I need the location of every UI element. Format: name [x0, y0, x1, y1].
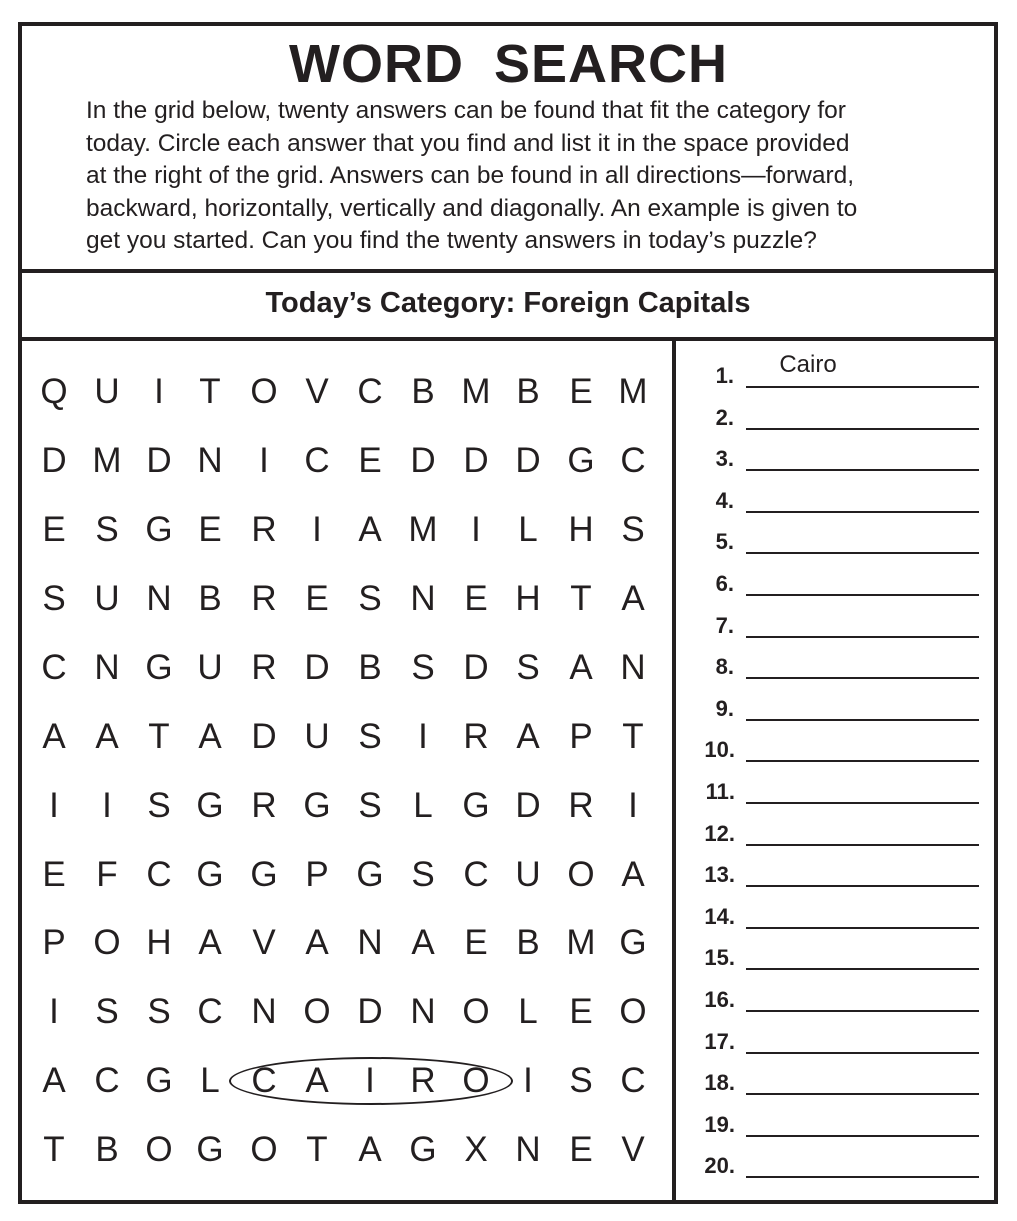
grid-letter[interactable]: D [515, 786, 541, 825]
grid-letter[interactable]: P [305, 855, 329, 894]
answer-line[interactable] [746, 552, 979, 554]
grid-letter[interactable]: S [569, 1061, 593, 1100]
grid-letter[interactable]: G [462, 786, 490, 825]
grid-letter[interactable]: T [622, 717, 644, 756]
grid-letter[interactable]: D [146, 441, 172, 480]
answer-line[interactable] [746, 1010, 979, 1012]
grid-letter[interactable]: O [462, 1061, 490, 1100]
grid-letter[interactable]: P [42, 923, 66, 962]
grid-letter[interactable]: D [410, 441, 436, 480]
instructions-line: today. Circle each answer that you find and list it in the space provided [86, 129, 850, 157]
answer-number: 15. [704, 945, 735, 971]
grid-letter[interactable]: R [251, 786, 277, 825]
grid-letter[interactable]: I [471, 510, 481, 549]
grid-letter[interactable]: A [569, 648, 593, 687]
grid-letter[interactable]: S [95, 992, 119, 1031]
grid-letter[interactable]: N [620, 648, 646, 687]
grid-letter[interactable]: S [147, 992, 171, 1031]
grid-letter[interactable]: A [42, 1061, 66, 1100]
grid-letter[interactable]: U [94, 372, 120, 411]
answer-number: 19. [704, 1111, 735, 1137]
grid-letter[interactable]: O [567, 855, 595, 894]
grid-letter[interactable]: S [358, 717, 382, 756]
grid-letter[interactable]: G [303, 786, 331, 825]
grid-letter[interactable]: I [154, 372, 164, 411]
grid-letter[interactable]: G [196, 786, 224, 825]
answer-number: 18. [704, 1070, 735, 1096]
grid-letter[interactable]: V [621, 1130, 645, 1169]
answer-number: 17. [704, 1028, 735, 1054]
grid-letter[interactable]: B [95, 1130, 119, 1169]
answer-number: 7. [715, 612, 734, 638]
grid-letter[interactable]: L [518, 992, 538, 1031]
grid-letter[interactable]: R [410, 1061, 436, 1100]
grid-letter[interactable]: S [42, 579, 66, 618]
grid-letter[interactable]: R [251, 648, 277, 687]
grid-letter[interactable]: D [357, 992, 383, 1031]
grid-letter[interactable]: A [621, 579, 645, 618]
grid-letter[interactable]: B [411, 372, 435, 411]
grid-letter[interactable]: O [619, 992, 647, 1031]
grid-letter[interactable]: E [464, 579, 488, 618]
instructions-line: In the grid below, twenty answers can be found that fit the category for [86, 97, 846, 124]
category-heading: Today’s Category: Foreign Capitals [265, 287, 751, 319]
answer-line[interactable] [746, 677, 979, 679]
grid-letter[interactable]: Q [40, 372, 68, 411]
grid-letter[interactable]: E [569, 1130, 593, 1169]
answer-number: 1. [715, 363, 734, 388]
grid-letter[interactable]: A [95, 717, 119, 756]
grid-letter[interactable]: A [305, 923, 329, 962]
grid-letter[interactable]: T [306, 1130, 328, 1169]
grid-letter[interactable]: S [358, 579, 382, 618]
answer-line[interactable] [746, 1093, 979, 1095]
grid-letter[interactable]: E [42, 855, 66, 894]
grid-letter[interactable]: T [43, 1130, 65, 1169]
grid-letter[interactable]: E [464, 923, 488, 962]
answer-line[interactable] [746, 469, 979, 471]
instructions-line: backward, horizontally, vertically and diagonally. An example is given to [86, 194, 858, 222]
grid-letter[interactable]: O [250, 1130, 278, 1169]
grid-letter[interactable]: N [251, 992, 277, 1031]
answer-number: 4. [715, 487, 734, 513]
answer-number: 13. [704, 862, 735, 888]
grid-letter[interactable]: A [358, 1130, 382, 1169]
answer-number: 8. [715, 654, 734, 680]
grid-letter[interactable]: I [259, 441, 269, 480]
grid-letter[interactable]: S [411, 648, 435, 687]
answer-line[interactable] [746, 760, 979, 762]
grid-letter[interactable]: A [358, 510, 382, 549]
grid-letter[interactable]: B [358, 648, 382, 687]
grid-letter[interactable]: C [620, 441, 646, 480]
grid-letter[interactable]: R [251, 579, 277, 618]
answer-number: 2. [715, 404, 734, 430]
grid-letter[interactable]: S [95, 510, 119, 549]
grid-letter[interactable]: M [618, 372, 648, 411]
answer-line[interactable] [746, 1052, 979, 1054]
grid-letter[interactable]: N [410, 992, 436, 1031]
grid-letter[interactable]: D [251, 717, 277, 756]
grid-letter[interactable]: O [250, 372, 278, 411]
grid-letter[interactable]: N [515, 1130, 541, 1169]
grid-letter[interactable]: C [146, 855, 172, 894]
grid-letter[interactable]: O [303, 992, 331, 1031]
grid-letter[interactable]: M [408, 510, 438, 549]
answer-number: 16. [704, 987, 735, 1012]
grid-letter[interactable]: S [411, 855, 435, 894]
answer-line[interactable] [746, 428, 979, 430]
column-divider [672, 337, 676, 1204]
grid-letter[interactable]: M [566, 923, 596, 962]
grid-letter[interactable]: B [198, 579, 222, 618]
grid-letter[interactable]: G [145, 1061, 173, 1100]
grid-letter[interactable]: D [515, 441, 541, 480]
answer-line[interactable] [746, 386, 979, 388]
grid-letter[interactable]: N [357, 923, 383, 962]
grid-letter[interactable]: E [198, 510, 222, 549]
answer-number: 20. [704, 1153, 735, 1179]
grid-letter[interactable]: A [411, 923, 435, 962]
answer-line[interactable] [746, 885, 979, 887]
grid-letter[interactable]: G [196, 855, 224, 894]
answer-number: 6. [715, 571, 734, 596]
grid-letter[interactable]: H [515, 579, 541, 618]
grid-letter[interactable]: I [49, 786, 59, 825]
grid-letter[interactable]: G [409, 1130, 437, 1169]
grid-letter[interactable]: G [145, 510, 173, 549]
grid-letter[interactable]: N [146, 579, 172, 618]
grid-letter[interactable]: A [305, 1061, 329, 1100]
answer-line[interactable] [746, 1176, 979, 1178]
grid-letter[interactable]: T [199, 372, 221, 411]
answer-line[interactable] [746, 844, 979, 846]
grid-letter[interactable]: C [41, 648, 67, 687]
grid-letter[interactable]: C [304, 441, 330, 480]
answer-text: Cairo [779, 351, 837, 378]
grid-letter[interactable]: N [410, 579, 436, 618]
answer-number: 9. [715, 695, 734, 721]
grid-letter[interactable]: I [312, 510, 322, 549]
grid-letter[interactable]: S [516, 648, 540, 687]
grid-letter[interactable]: I [418, 717, 428, 756]
grid-letter[interactable]: U [197, 648, 223, 687]
instructions-line: at the right of the grid. Answers can be found in all directions—forward, [86, 162, 855, 189]
grid-letter[interactable]: L [200, 1061, 220, 1100]
grid-letter[interactable]: U [304, 717, 330, 756]
answer-line[interactable] [746, 511, 979, 513]
grid-letter[interactable]: S [147, 786, 171, 825]
grid-letter[interactable]: E [569, 992, 593, 1031]
grid-letter[interactable]: S [621, 510, 645, 549]
grid-letter[interactable]: A [198, 717, 222, 756]
grid-letter[interactable]: F [96, 855, 118, 894]
grid-letter[interactable]: O [145, 1130, 173, 1169]
grid-letter[interactable]: G [196, 1130, 224, 1169]
grid-letter[interactable]: E [42, 510, 66, 549]
grid-letter[interactable]: T [148, 717, 170, 756]
grid-letter[interactable]: B [516, 923, 540, 962]
grid-letter[interactable]: I [49, 992, 59, 1031]
grid-letter[interactable]: G [145, 648, 173, 687]
grid-letter[interactable]: U [94, 579, 120, 618]
grid-letter[interactable]: D [41, 441, 67, 480]
grid-letter[interactable]: D [463, 648, 489, 687]
grid-letter[interactable]: P [569, 717, 593, 756]
answer-line[interactable] [746, 636, 979, 638]
grid-letter[interactable]: V [305, 372, 329, 411]
grid-letter[interactable]: C [197, 992, 223, 1031]
grid-letter[interactable]: L [518, 510, 538, 549]
grid-letter[interactable]: G [567, 441, 595, 480]
grid-letter[interactable]: N [197, 441, 223, 480]
grid-letter[interactable]: A [42, 717, 66, 756]
grid-letter[interactable]: A [516, 717, 540, 756]
grid-letter[interactable]: T [570, 579, 592, 618]
answer-number: 5. [715, 529, 734, 555]
grid-letter[interactable]: A [621, 855, 645, 894]
answer-number: 3. [715, 446, 734, 472]
grid-letter[interactable]: C [620, 1061, 646, 1100]
grid-letter[interactable]: M [92, 441, 122, 480]
grid-letter[interactable]: C [357, 372, 383, 411]
grid-letter[interactable]: O [462, 992, 490, 1031]
grid-letter[interactable]: C [251, 1061, 277, 1100]
page-title: WORD SEARCH [289, 34, 728, 94]
grid-letter[interactable]: G [250, 855, 278, 894]
example-circle [229, 1057, 513, 1105]
grid-letter[interactable]: D [304, 648, 330, 687]
grid-letter[interactable]: E [569, 372, 593, 411]
answer-number: 12. [704, 820, 735, 846]
grid-letter[interactable]: U [515, 855, 541, 894]
grid-letter[interactable]: C [463, 855, 489, 894]
grid-letter[interactable]: R [463, 717, 489, 756]
answer-line[interactable] [746, 1135, 979, 1137]
grid-letter[interactable]: X [464, 1130, 488, 1169]
grid-letter[interactable]: O [93, 923, 121, 962]
grid-letter[interactable]: R [568, 786, 594, 825]
grid-letter[interactable]: I [365, 1061, 375, 1100]
grid-letter[interactable]: I [628, 786, 638, 825]
grid-letter[interactable]: G [619, 923, 647, 962]
grid-letter[interactable]: L [413, 786, 433, 825]
answer-number: 10. [704, 737, 735, 763]
grid-letter[interactable]: I [523, 1061, 533, 1100]
grid-letter[interactable]: H [146, 923, 172, 962]
grid-letter[interactable]: M [461, 372, 491, 411]
grid-letter[interactable]: G [356, 855, 384, 894]
grid-letter[interactable]: V [252, 923, 276, 962]
grid-letter[interactable]: R [251, 510, 277, 549]
grid-letter[interactable]: H [568, 510, 594, 549]
instructions-line: get you started. Can you find the twenty answers in today’s puzzle? [86, 227, 817, 254]
instructions [86, 95, 986, 258]
grid-letter[interactable]: C [94, 1061, 120, 1100]
answer-number: 11. [705, 779, 735, 804]
grid-letter[interactable]: D [463, 441, 489, 480]
answer-line[interactable] [746, 802, 979, 804]
divider [18, 269, 998, 273]
grid-letter[interactable]: E [358, 441, 382, 480]
answer-line[interactable] [746, 968, 979, 970]
answer-line[interactable] [746, 927, 979, 929]
grid-letter[interactable]: B [516, 372, 540, 411]
grid-letter[interactable]: E [305, 579, 329, 618]
grid-letter[interactable]: S [358, 786, 382, 825]
grid-letter[interactable]: A [198, 923, 222, 962]
answer-number: 14. [704, 903, 735, 929]
answer-line[interactable] [746, 719, 979, 721]
divider [18, 337, 998, 341]
answer-line[interactable] [746, 594, 979, 596]
grid-letter[interactable]: N [94, 648, 120, 687]
grid-letter[interactable]: I [102, 786, 112, 825]
